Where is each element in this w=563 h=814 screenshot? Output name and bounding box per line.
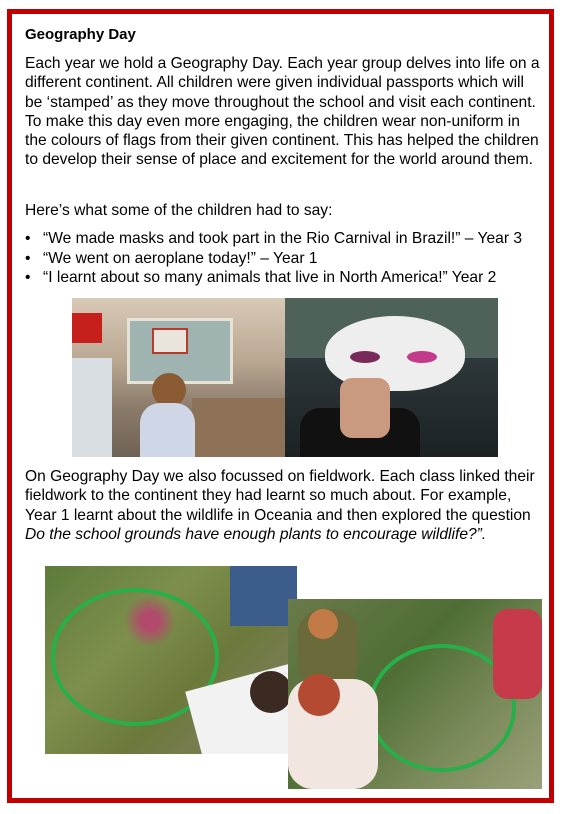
list-item: • “We went on aeroplane today!” – Year 1: [25, 249, 545, 269]
fieldwork-text: On Geography Day we also focussed on fieldwork. Each class linked their fieldwork to the continent they had learnt so much about. For example, Year 1 learnt about the wildlife in Oceania and then explored the question: [25, 468, 535, 524]
newsletter-panel: [7, 9, 554, 803]
list-item: • “I learnt about so many animals that live in North America!” Year 2: [25, 268, 545, 288]
classroom-photo: [72, 298, 285, 457]
page-title: Geography Day: [25, 26, 136, 43]
fieldwork-paragraph: [25, 467, 545, 544]
quotes-list: [25, 229, 545, 288]
intro-paragraph: Each year we hold a Geography Day. Each year group delves into life on a different continent. All children were given individual passports which will be ‘stamped’ as they move throughout the school and visit each continent. To make this day even more engaging, the children wear non-uniform in the colours of flags from their given continent. This has helped the children to develop their sense of place and excitement for the world around them.: [25, 55, 540, 169]
fieldwork-hoop-photo: [45, 566, 297, 754]
fieldwork-children-photo: [288, 599, 542, 789]
quotes-intro: Here’s what some of the children had to say:: [25, 202, 333, 219]
list-item: • “We made masks and took part in the Rio Carnival in Brazil!” – Year 3: [25, 229, 545, 249]
mask-photo: [285, 298, 498, 457]
fieldwork-question: Do the school grounds have enough plants to encourage wildlife?”.: [25, 525, 487, 543]
